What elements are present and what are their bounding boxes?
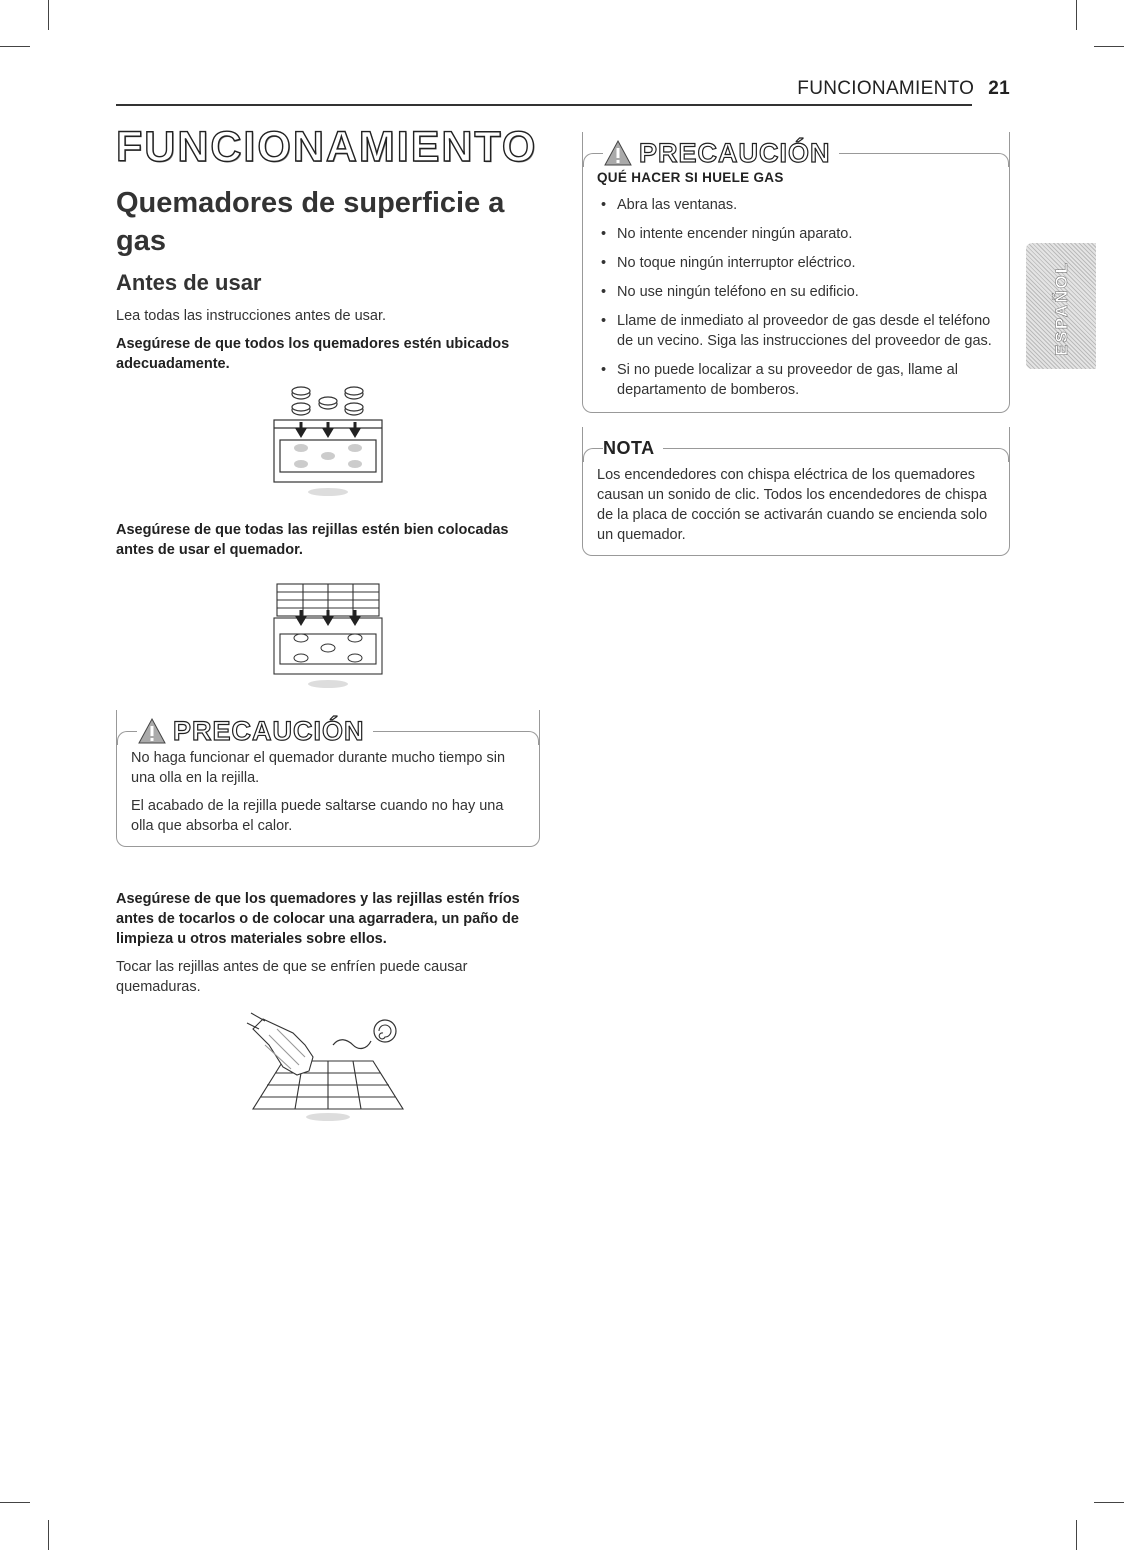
crop-mark <box>1094 46 1124 47</box>
crop-mark <box>1094 1502 1124 1503</box>
caution-heading: PRECAUCIÓN <box>639 137 831 168</box>
subsection-title: Antes de usar <box>116 270 262 295</box>
burn-warning-text: Tocar las rejillas antes de que se enfríen puede causar quemaduras. <box>116 959 468 995</box>
note-box <box>582 427 1010 556</box>
instruction-burners: Asegúrese de que todos los quemadores estén ubicados adecuadamente. <box>116 336 510 372</box>
caution-heading: PRECAUCIÓN <box>173 715 365 746</box>
caution-box-burner <box>116 710 540 847</box>
crop-mark <box>48 1520 49 1550</box>
running-header <box>797 78 1010 100</box>
caution-box-header <box>117 714 539 748</box>
instruction-cool-down: Asegúrese de que los quemadores y las rejillas estén fríos antes de tocarlos o de colocar una agarradera, un paño de limpieza u otros materiales sobre ellos. <box>116 891 520 947</box>
list-item: • No use ningún teléfono en su edificio. <box>597 282 995 302</box>
list-item: • Si no puede localizar a su proveedor de gas, llame al departamento de bomberos. <box>597 360 995 400</box>
gas-smell-subheading: QUÉ HACER SI HUELE GAS <box>597 170 784 185</box>
running-title: FUNCIONAMIENTO <box>797 78 975 99</box>
instruction-grates: Asegúrese de que todas las rejillas estén bien colocadas antes de usar el quemador. <box>116 522 509 558</box>
note-text: Los encendedores con chispa eléctrica de los quemadores causan un sonido de clic. Todos los encendedores de chispa de la placa de cocción se activarán cuando se encienda solo un quemador. <box>597 467 988 543</box>
warning-triangle-icon <box>137 717 167 745</box>
intro-text: Lea todas las instrucciones antes de usar. <box>116 308 387 324</box>
page-title: FUNCIONAMIENTO <box>116 123 538 171</box>
left-column <box>116 122 540 1125</box>
list-item: • No intente encender ningún aparato. <box>597 224 995 244</box>
language-tab <box>1026 243 1096 369</box>
note-heading: NOTA <box>603 437 655 458</box>
list-item: • Llame de inmediato al proveedor de gas desde el teléfono de un vecino. Siga las instrucciones del proveedor de gas. <box>597 311 995 351</box>
caution-paragraph: El acabado de la rejilla puede saltarse cuando no hay una olla que absorba el calor. <box>131 798 504 834</box>
crop-mark <box>0 1502 30 1503</box>
list-item: • No toque ningún interruptor eléctrico. <box>597 253 995 273</box>
section-title: Quemadores de superficie a gas <box>116 187 505 257</box>
warning-triangle-icon <box>603 139 633 167</box>
right-column <box>582 132 1010 556</box>
caution-box-gas-smell <box>582 132 1010 413</box>
crop-mark <box>48 0 49 30</box>
burner-placement-illustration <box>263 382 393 502</box>
hot-grate-illustration <box>243 1005 413 1125</box>
gas-smell-list <box>597 195 995 400</box>
caution-paragraph: No haga funcionar el quemador durante mucho tiempo sin una olla en la rejilla. <box>131 750 506 786</box>
crop-mark <box>0 46 30 47</box>
page-number: 21 <box>988 78 1010 99</box>
grate-placement-illustration <box>263 574 393 694</box>
crop-mark <box>1076 1520 1077 1550</box>
list-item: • Abra las ventanas. <box>597 195 995 215</box>
header-rule <box>116 104 972 106</box>
note-box-header <box>583 431 1009 465</box>
caution-box-header <box>583 136 1009 170</box>
crop-mark <box>1076 0 1077 30</box>
language-tab-label: ESPAÑOL <box>1052 261 1071 356</box>
